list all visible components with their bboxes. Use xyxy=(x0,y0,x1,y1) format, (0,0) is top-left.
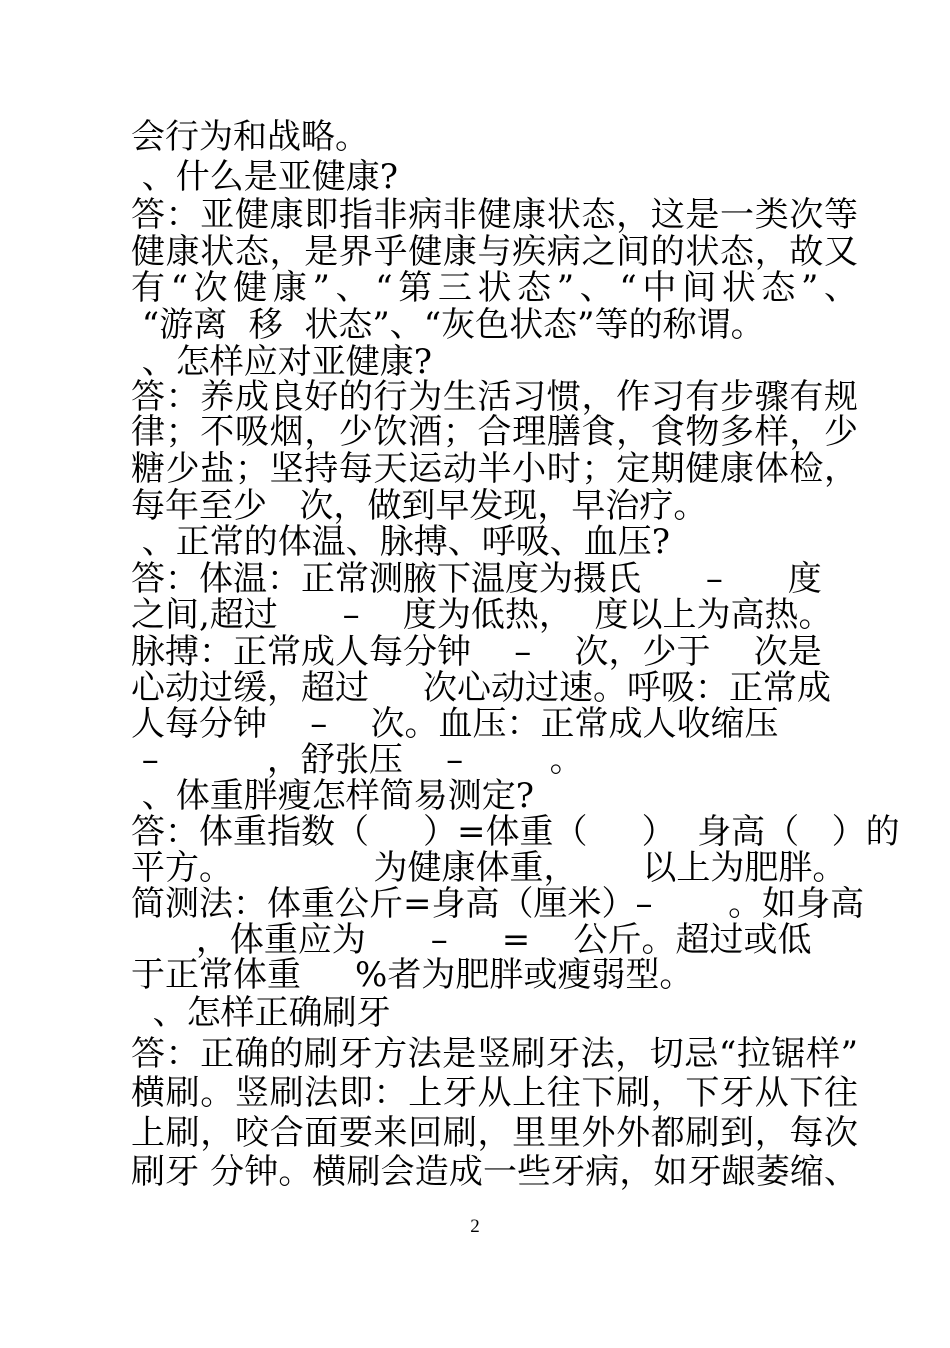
question-heading: 、怎样正确刷牙 xyxy=(131,993,391,1033)
answer-line: 之间,超过 – 度为低热， 度以上为高热。 xyxy=(131,595,833,635)
question-heading: 、怎样应对亚健康? xyxy=(131,342,433,382)
answer-line: 刷牙 分钟。横刷会造成一些牙病，如牙龈萎缩、 xyxy=(131,1152,858,1192)
answer-line: 人每分钟 – 次。血压：正常成人收缩压 xyxy=(131,704,779,744)
answer-line: 答：体重指数（ ）=体重（ ） 身高（ ）的 xyxy=(131,812,900,852)
question-heading: 、正常的体温、脉搏、呼吸、血压? xyxy=(131,522,671,562)
answer-line: 简测法：体重公斤=身高（厘米）– 。如身高 xyxy=(131,884,865,924)
answer-line: “游离 移 状态”、“灰色状态”等的称谓。 xyxy=(131,305,765,345)
page-number: 2 xyxy=(470,1216,480,1237)
answer-line: 答：体温：正常测腋下温度为摄氏 – 度 xyxy=(131,559,822,599)
answer-line: 健康状态，是界乎健康与疾病之间的状态，故又 xyxy=(131,232,858,272)
answer-line: 上刷，咬合面要来回刷，里里外外都刷到，每次 xyxy=(131,1113,858,1153)
text-line: 会行为和战略。 xyxy=(131,117,369,157)
answer-line: 平方。 为健康体重， 以上为肥胖。 xyxy=(131,848,847,888)
question-heading: 、体重胖瘦怎样简易测定? xyxy=(131,776,535,816)
question-heading: 、什么是亚健康? xyxy=(131,157,399,197)
answer-line: 每年至少 次，做到早发现，早治疗。 xyxy=(131,486,708,526)
answer-line: 答：养成良好的行为生活习惯，作习有步骤有规 xyxy=(131,377,858,417)
answer-line: 横刷。竖刷法即：上牙从上往下刷，下牙从下往 xyxy=(131,1073,858,1113)
answer-line: 糖少盐；坚持每天运动半小时；定期健康体检， xyxy=(131,449,858,489)
answer-line: ，体重应为 – = 公斤。超过或低 xyxy=(131,920,812,960)
answer-line: 于正常体重 %者为肥胖或瘦弱型。 xyxy=(131,955,694,995)
answer-line: 答：正确的刷牙方法是竖刷牙法，切忌“拉锯样” xyxy=(131,1034,858,1074)
answer-line: 脉搏：正常成人每分钟 – 次，少于 次是 xyxy=(131,632,822,672)
answer-line: 律；不吸烟，少饮酒；合理膳食，食物多样，少 xyxy=(131,412,858,452)
answer-line: 答：亚健康即指非病非健康状态，这是一类次等 xyxy=(131,195,858,235)
answer-line: – ，舒张压 – 。 xyxy=(131,740,584,780)
answer-line: 有“次健康”、“第三状态”、“中间状态”、 xyxy=(131,268,858,308)
answer-line: 心动过缓，超过 次心动过速。呼吸：正常成 xyxy=(131,668,832,708)
